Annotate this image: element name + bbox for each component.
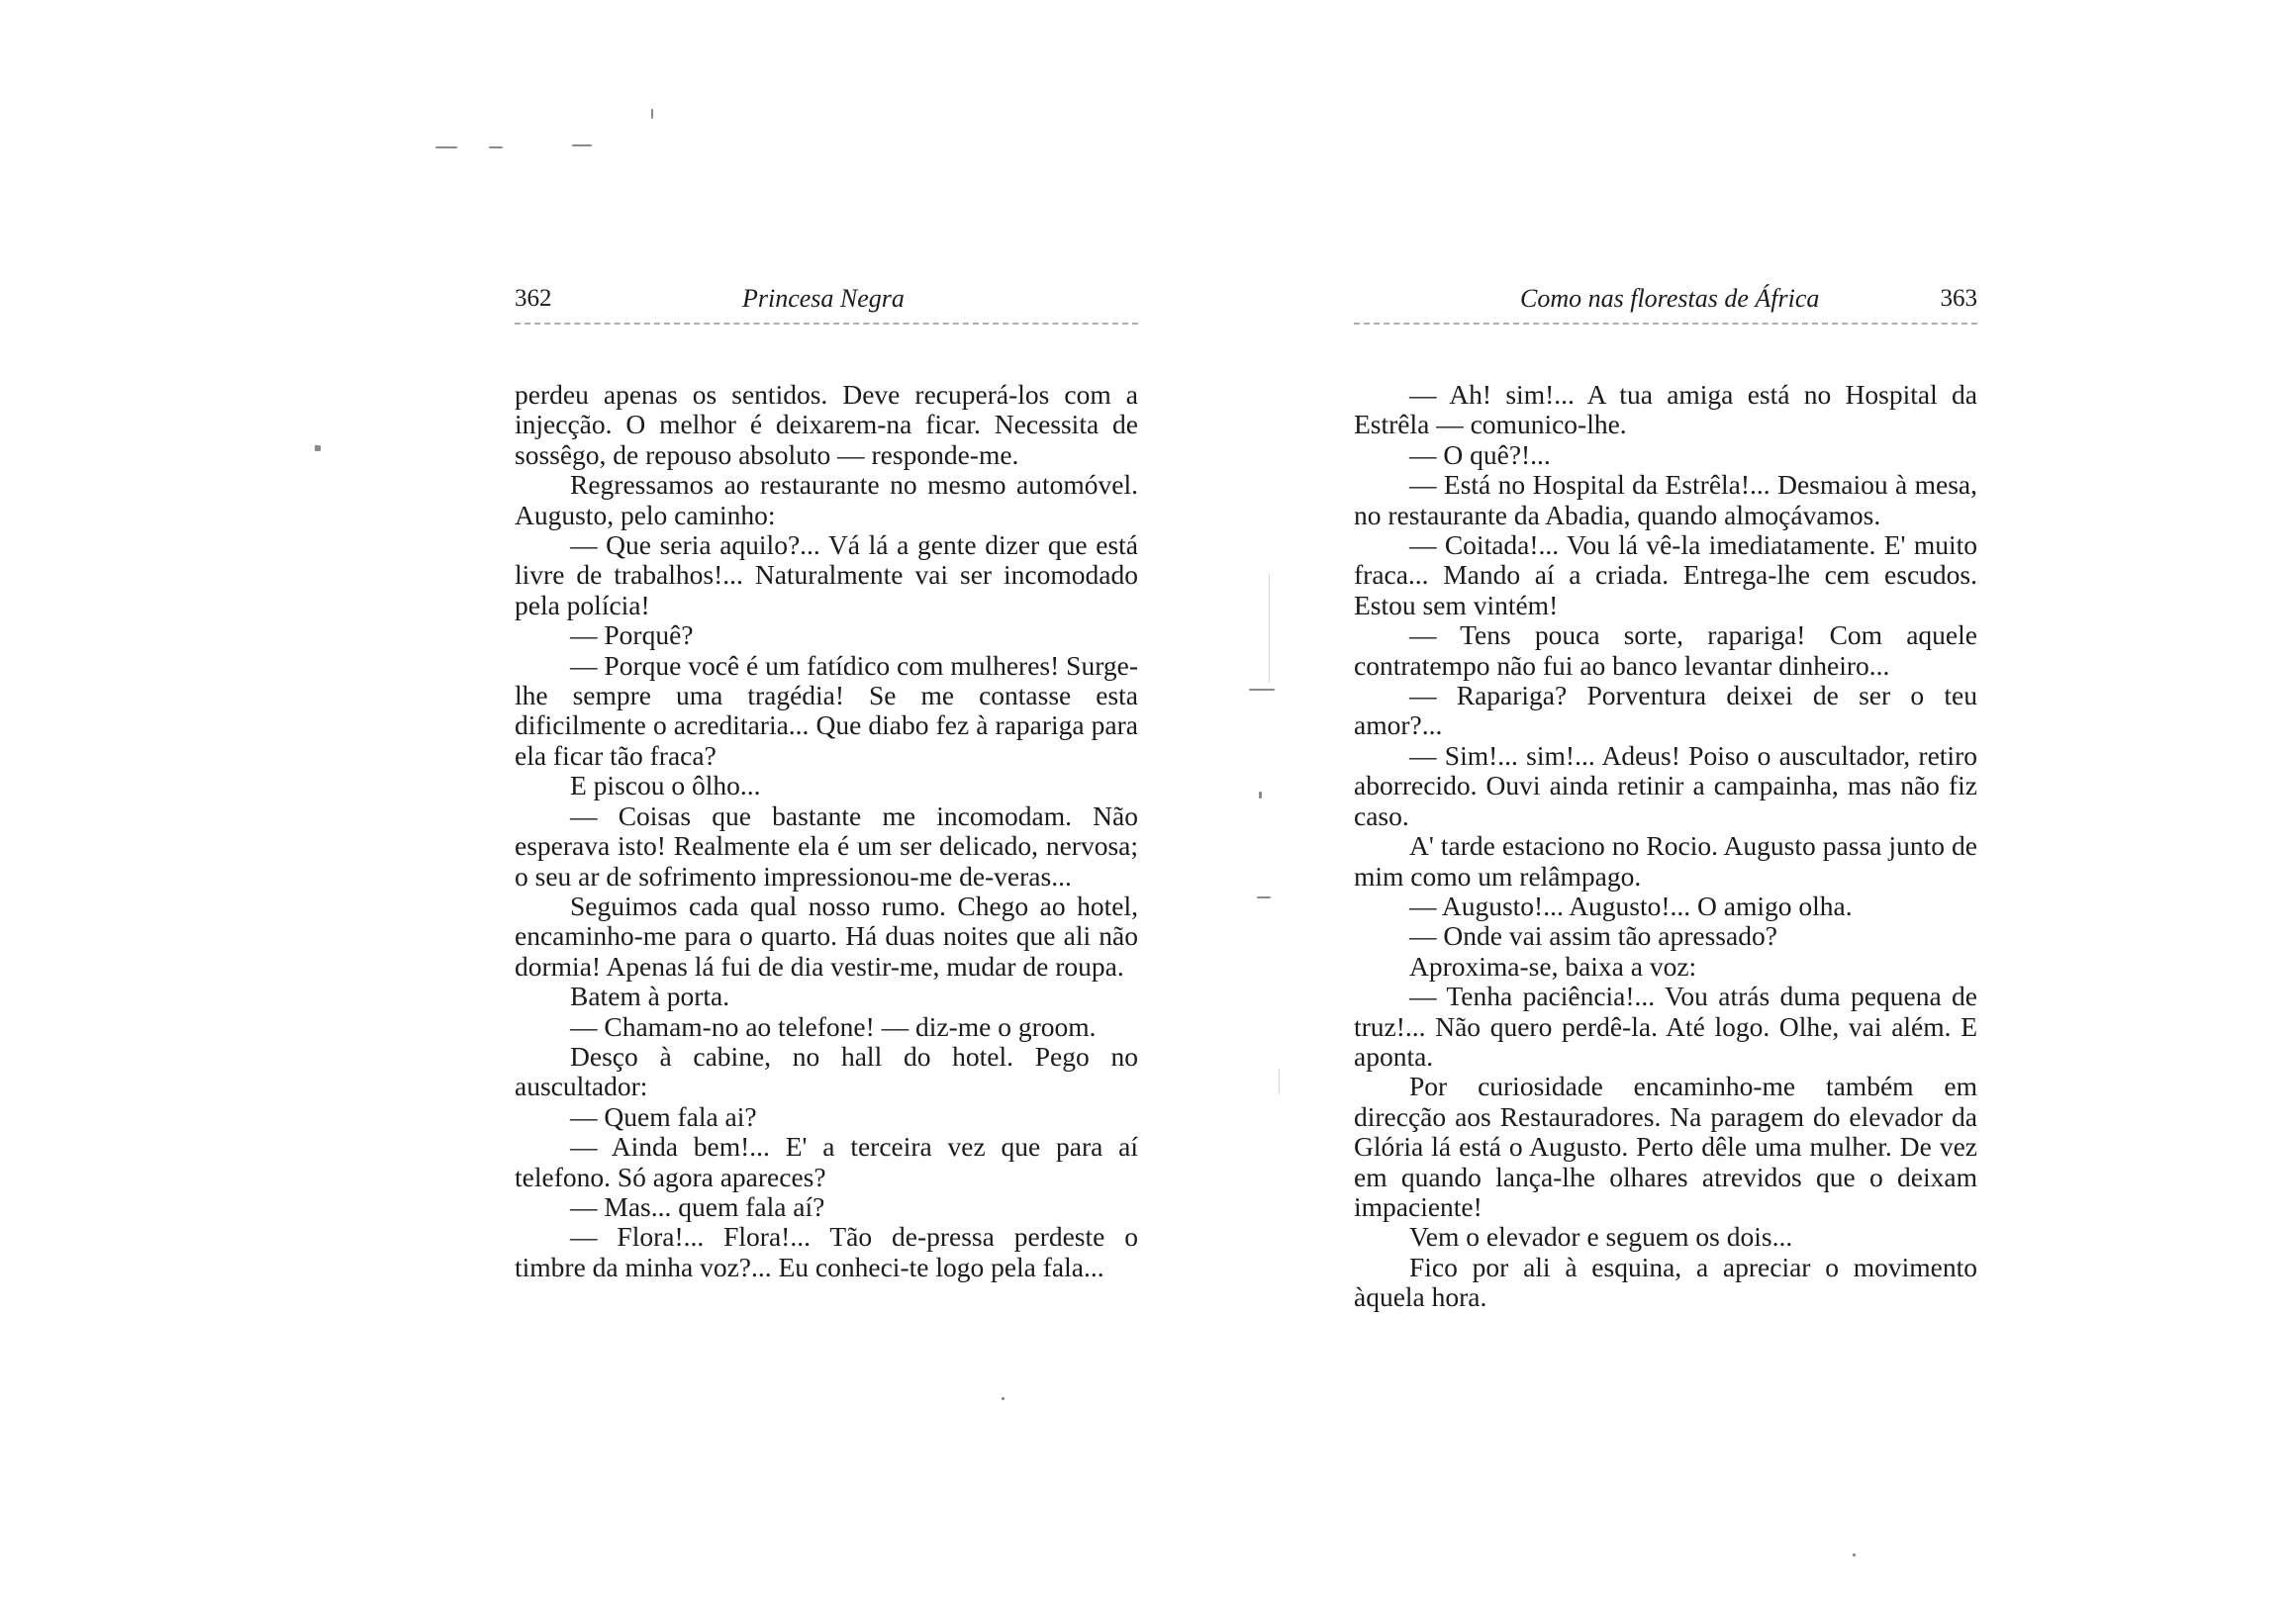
paragraph: — Coitada!... Vou lá vê-la imediatamente. E' muito fraca... Mando aí a criada. Entrega-lhe cem escudos. Estou sem vintém!	[1354, 529, 1977, 620]
paragraph: — Tenha paciência!... Vou atrás duma pequena de truz!... Não quero perdê-la. Até logo. Olhe, vai além. E aponta.	[1354, 981, 1977, 1072]
paragraph: — Porque você é um fatídico com mulheres! Surge-lhe sempre uma tragédia! Se me contasse esta dificilmente o acreditaria... Que diabo fez à rapariga para ela ficar tão fraca?	[515, 649, 1138, 771]
paragraph: — Mas... quem fala aí?	[570, 1190, 825, 1222]
scan-speck	[1853, 1553, 1856, 1556]
header-rule	[1354, 323, 1977, 325]
paragraph: — Que seria aquilo?... Vá lá a gente dizer que está livre de trabalhos!... Naturalmente vai ser incomodado pela polícia!	[515, 529, 1138, 620]
right-page-text	[1354, 380, 1977, 1313]
paragraph: Aproxima-se, baixa a voz:	[1409, 950, 1697, 982]
scan-speck	[489, 146, 503, 148]
paragraph: — Rapariga? Porventura deixei de ser o teu amor?...	[1354, 680, 1977, 741]
scan-speck	[1257, 896, 1271, 898]
scan-speck	[315, 445, 321, 451]
paragraph: Fico por ali à esquina, a apreciar o movimento àquela hora.	[1354, 1251, 1977, 1313]
running-title: Princesa Negra	[742, 284, 905, 313]
paragraph: Desço à cabine, no hall do hotel. Pego no auscultador:	[515, 1040, 1138, 1102]
page-number: 362	[515, 285, 552, 312]
scan-speck	[572, 144, 592, 146]
scan-speck	[1259, 792, 1262, 799]
paragraph: perdeu apenas os sentidos. Deve recuperá-los com a injecção. O melhor é deixarem-na ficar. Necessita de sossêgo, de repouso absoluto — responde-me.	[515, 379, 1138, 470]
scan-speck	[1279, 1069, 1280, 1094]
paragraph: — Tens pouca sorte, rapariga! Com aquele contratempo não fui ao banco levantar dinheiro...	[1354, 619, 1977, 681]
paragraph: — Coisas que bastante me incomodam. Não esperava isto! Realmente ela é um ser delicado, nervosa; o seu ar de sofrimento impressionou-me de-veras...	[515, 800, 1138, 892]
paragraph: — Ah! sim!... A tua amiga está no Hospital da Estrêla — comunico-lhe.	[1354, 379, 1977, 440]
paragraph: — Flora!... Flora!... Tão de-pressa perdeste o timbre da minha voz?... Eu conheci-te logo pela fala...	[515, 1221, 1138, 1282]
scan-speck	[435, 146, 457, 148]
paragraph: — Está no Hospital da Estrêla!... Desmaiou à mesa, no restaurante da Abadia, quando almoçávamos.	[1354, 469, 1977, 530]
paragraph: E piscou o ôlho...	[570, 770, 761, 801]
page-number: 363	[1940, 285, 1977, 312]
paragraph: Batem à porta.	[570, 981, 730, 1012]
paragraph: Regressamos ao restaurante no mesmo automóvel. Augusto, pelo caminho:	[515, 469, 1138, 530]
scan-speck	[1269, 574, 1270, 683]
paragraph: Por curiosidade encaminho-me também em direcção aos Restauradores. Na paragem do elevador da Glória lá está o Augusto. Perto dêle uma mulher. De vez em quando lança-lhe olhares atrevidos que o deixam impaciente!	[1354, 1071, 1977, 1222]
scan-speck	[651, 109, 653, 119]
paragraph: — Chamam-no ao telefone! — diz-me o groom.	[570, 1010, 1097, 1042]
left-page-header	[515, 279, 1138, 319]
paragraph: A' tarde estaciono no Rocio. Augusto passa junto de mim como um relâmpago.	[1354, 830, 1977, 892]
header-rule	[515, 323, 1138, 325]
paragraph: — Ainda bem!... E' a terceira vez que para aí telefono. Só agora apareces?	[515, 1131, 1138, 1192]
paragraph: — Quem fala ai?	[570, 1100, 757, 1132]
scan-speck	[1249, 689, 1275, 691]
paragraph: — Augusto!... Augusto!... O amigo olha.	[1409, 890, 1853, 921]
right-page-header	[1354, 279, 1977, 319]
paragraph: — O quê?!...	[1409, 438, 1551, 470]
paragraph: Vem o elevador e seguem os dois...	[1409, 1221, 1793, 1253]
paragraph: Seguimos cada qual nosso rumo. Chego ao hotel, encaminho-me para o quarto. Há duas noites que ali não dormia! Apenas lá fui de dia vestir-me, mudar de roupa.	[515, 890, 1138, 982]
paragraph: — Porquê?	[570, 619, 694, 651]
paragraph: — Sim!... sim!... Adeus! Poiso o auscultador, retiro aborrecido. Ouvi ainda retinir a campainha, mas não fiz caso.	[1354, 739, 1977, 831]
running-title: Como nas florestas de África	[1520, 284, 1820, 313]
scan-speck	[1002, 1397, 1004, 1400]
paragraph: — Onde vai assim tão apressado?	[1409, 920, 1777, 952]
left-page-text	[515, 380, 1138, 1282]
